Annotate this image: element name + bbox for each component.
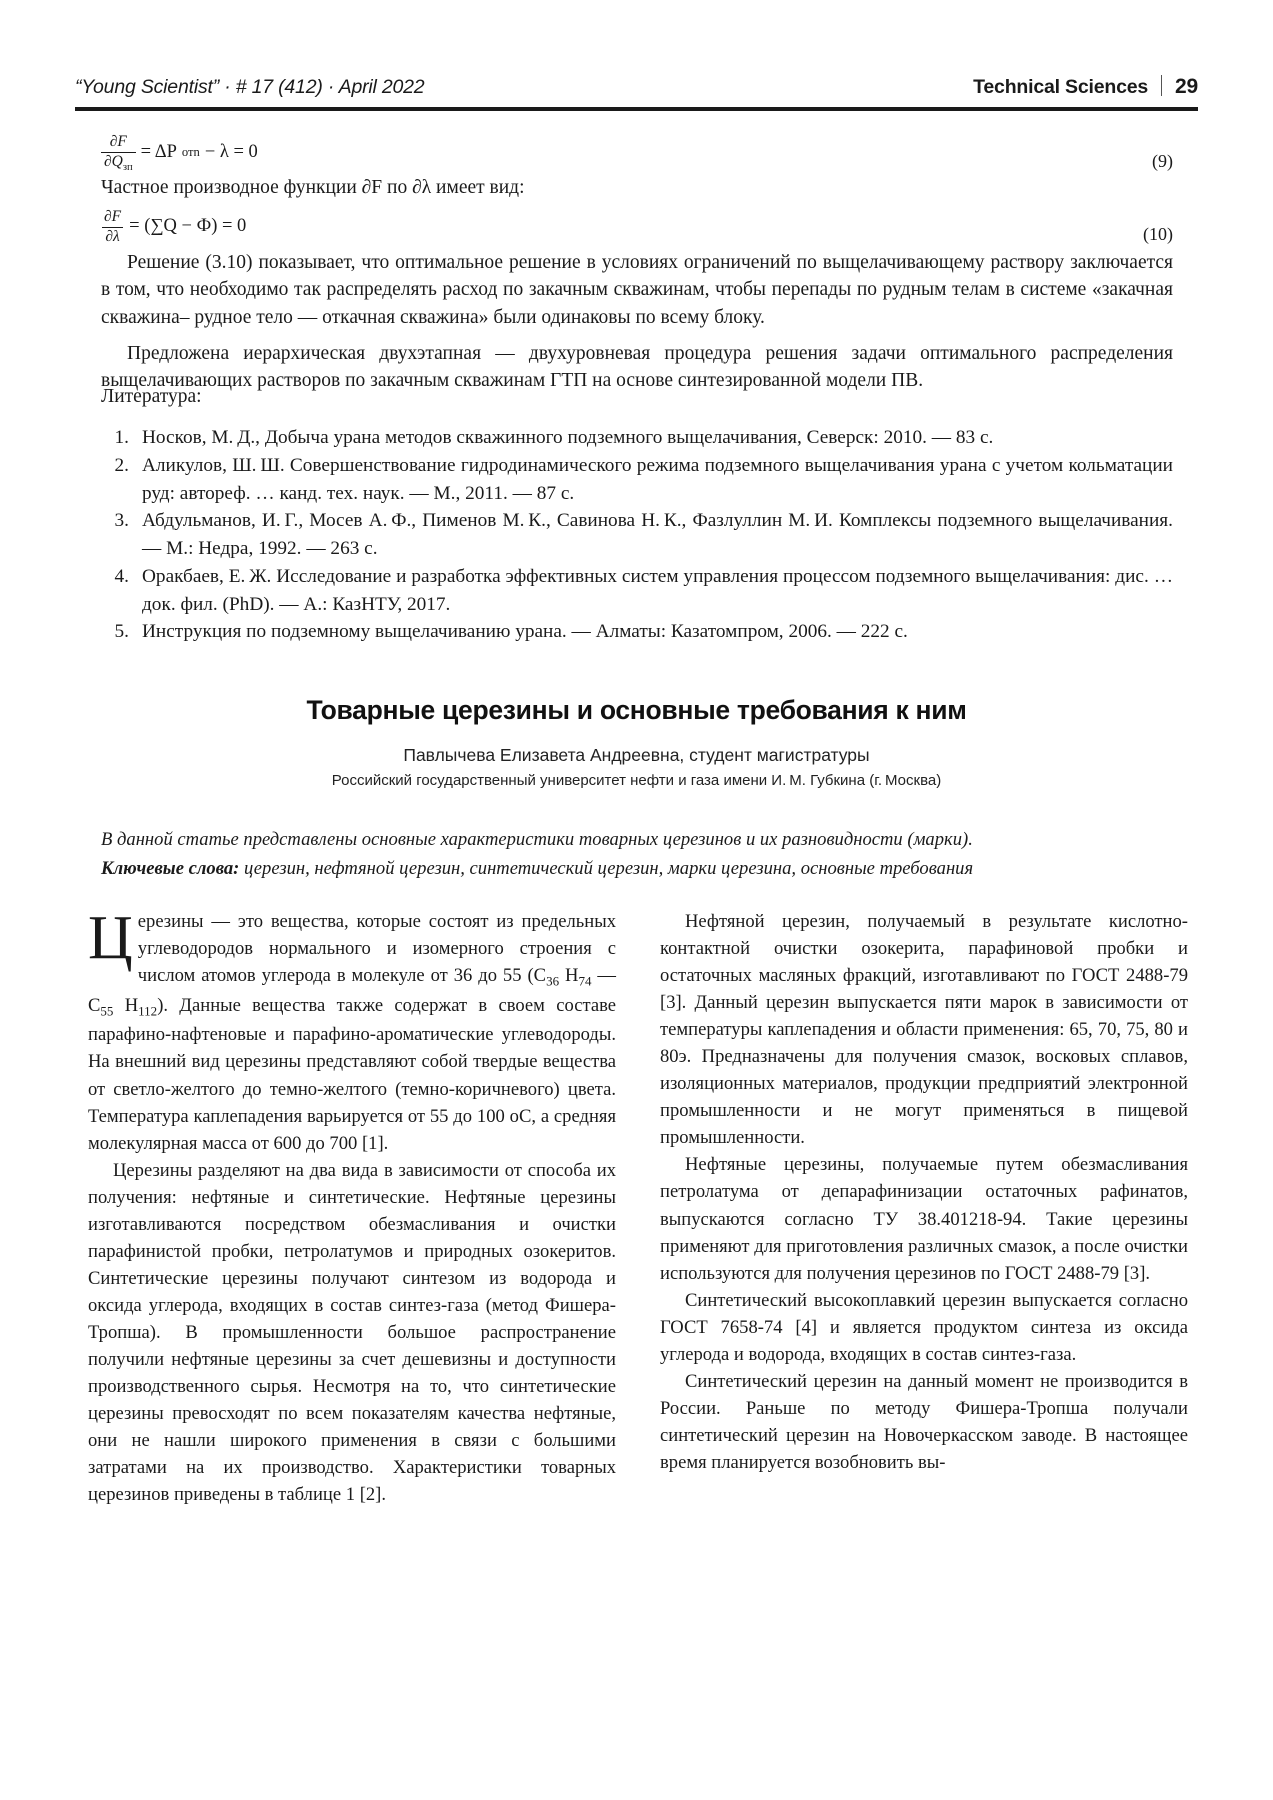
abstract-text: В данной статье представлены основные характеристики товарных церезинов и их разновидности (марки). bbox=[101, 829, 973, 850]
eq9-subscript: отn bbox=[181, 145, 200, 160]
right-paragraph-4: Синтетический церезин на данный момент не производится в России. Раньше по методу Фишера-Тропша получали синтетический церезин на Новочеркасском заводе. В настоящее время планируется возобновить вы- bbox=[660, 1370, 1188, 1473]
reference-text: Оракбаев, Е. Ж. Исследование и разработка эффективных систем управления процессом подземного выщелачивания: дис. … док. фил. (PhD). — А.: КазНТУ, 2017. bbox=[142, 565, 1173, 615]
reference-number: 5. bbox=[114, 621, 129, 643]
paragraph-solution: Решение (3.10) показывает, что оптимальное решение в условиях ограничений по выщелачивающему раствору заключается в том, что необходимо так распределять расход по закачным скважинам, чтобы перепады по рудным телам в системе «закачная скважина– рудное тело — откачная скважина» были одинаковы по всему блоку. bbox=[101, 251, 1173, 329]
left-p1-end: , а средняя молекулярная масса от 600 до 700 [1]. bbox=[88, 1105, 617, 1154]
article-title: Товарные церезины и основные требования к ним bbox=[306, 695, 967, 725]
reference-text: Аликулов, Ш. Ш. Совершенствование гидродинамического режима подземного выщелачивания урана с учетом кольматации руд: автореф. … канд. тех. наук. — М., 2011. — 87 с. bbox=[142, 454, 1173, 504]
left-paragraph-1: Церезины — это вещества, которые состоят из предельных углеводородов нормального и изомерного строения с числом атомов углерода в молекуле от 36 до 55 ($C_{36}$ $H_{74}$ — $C_{55}$ $H_{112}$). Данные вещества также содержат в своем составе парафино-нафтеновые и парафино-ароматические углеводороды. На внешний вид церезины представляют собой твердые вещества от светло-желтого до темно-желтого (темно-коричневого) цвета. Температура каплепадения варьируется от 55 до 100 оC, а средняя молекулярная масса от 600 до 700 [1]. bbox=[88, 904, 617, 1154]
equation-9-fraction bbox=[101, 134, 136, 173]
left-paragraph-2: Церезины разделяют на два вида в зависимости от способа их получения: нефтяные и синтетические. Нефтяные церезины изготавливаются посредством обезмасливания и очистки парафинистой пробки, петролатумов и природных озокеритов. Синтетические церезины получают синтезом из водорода и оксида углерода, входящих в состав синтез-газа (метод Фишера-Тропша). В промышленности большое распространение получили нефтяные церезины за счет дешевизны и доступности производственного сырья. Несмотря на то, что синтетические церезины превосходят по всем показателям качества нефтяные, они не нашли широкого применения в связи с большими затратами на их производство. Характеристики товарных церезинов приведены в таблице 1 [2]. bbox=[88, 1159, 616, 1506]
reference-text: Инструкция по подземному выщелачиванию урана. — Алматы: Казатомпром, 2006. — 222 с. bbox=[142, 621, 908, 643]
equation-9-label: (9) bbox=[1152, 151, 1173, 171]
header-divider bbox=[1161, 75, 1162, 96]
equations-block bbox=[101, 132, 1173, 395]
reference-list bbox=[101, 424, 1173, 646]
right-paragraph-3: Синтетический высокоплавкий церезин выпускается согласно ГОСТ 7658-74 [4] и является продуктом синтеза из оксида углерода и водорода, входящих в состав синтез-газа. bbox=[660, 1289, 1188, 1365]
eq10-numerator: ∂F bbox=[104, 208, 122, 226]
journal-title: “Young Scientist” · # 17 (412) · April 2022 bbox=[75, 76, 425, 98]
reference-number: 2. bbox=[114, 454, 129, 476]
abstract-block bbox=[101, 826, 1173, 884]
formula-h74-sub: 74 bbox=[578, 973, 592, 989]
equation-9 bbox=[101, 133, 258, 172]
drop-cap: Ц bbox=[88, 904, 133, 972]
keywords-text: церезин, нефтяной церезин, синтетический церезин, марки церезина, основные требования bbox=[239, 857, 974, 879]
running-head-right bbox=[973, 72, 1198, 99]
equation-intro-text: Частное производное функции ∂F по ∂λ имеет вид: bbox=[101, 177, 525, 198]
list-item bbox=[101, 452, 1173, 508]
reference-number: 3. bbox=[114, 510, 129, 532]
right-paragraph-2: Нефтяные церезины, получаемые путем обезмасливания петролатума от депарафинизации остаточных рафинатов, выпускаются согласно ТУ 38.401218-94. Такие церезины применяют для приготовления различных смазок, а после очистки используются для получения церезинов по ГОСТ 2488-79 [3]. bbox=[660, 1154, 1188, 1284]
header-rule bbox=[75, 107, 1198, 111]
list-item bbox=[101, 563, 1173, 619]
list-item bbox=[101, 507, 1173, 563]
formula-h112-sub: 112 bbox=[138, 1003, 158, 1019]
list-item bbox=[101, 424, 1173, 452]
running-head bbox=[75, 72, 1198, 99]
degree-celsius: оC bbox=[509, 1105, 532, 1127]
formula-h74: H bbox=[559, 965, 579, 987]
equation-9-row bbox=[101, 132, 1173, 172]
keywords-line bbox=[101, 855, 1173, 884]
formula-c55-sub: 55 bbox=[100, 1003, 114, 1019]
eq9-body-2: − λ = 0 bbox=[204, 142, 258, 163]
formula-c36: C bbox=[533, 965, 547, 987]
article-affiliation: Российский государственный университет нефти и газа имени И. М. Губкина (г. Москва) bbox=[331, 772, 942, 789]
formula-c55: C bbox=[88, 994, 101, 1016]
reference-text: Абдульманов, И. Г., Мосев А. Ф., Пименов М. К., Савинова Н. К., Фазлуллин М. И. Комплексы подземного выщелачивания. — М.: Недра, 1992. — 263 с. bbox=[142, 510, 1173, 560]
equation-10-row bbox=[101, 205, 1173, 245]
equation-10-label: (10) bbox=[1143, 223, 1173, 244]
reference-number: 4. bbox=[114, 565, 129, 587]
left-column bbox=[88, 904, 617, 1768]
article-author: Павлычева Елизавета Андреевна, студент магистратуры bbox=[403, 745, 870, 765]
reference-text: Носков, М. Д., Добыча урана методов скважинного подземного выщелачивания, Северск: 2010. — 83 с. bbox=[142, 427, 994, 448]
page-number: 29 bbox=[1175, 75, 1198, 98]
equation-10-fraction bbox=[101, 209, 124, 245]
list-item bbox=[101, 618, 1173, 646]
paragraph-procedure: Предложена иерархическая двухэтапная — двухуровневая процедура решения задачи оптимального распределения выщелачивающих растворов по закачным скважинам ГТП на основе синтезированной модели ПВ. bbox=[101, 342, 1173, 392]
eq10-denominator: ∂λ bbox=[102, 227, 122, 246]
keywords-label: Ключевые слова: bbox=[101, 857, 240, 879]
reference-number: 1. bbox=[114, 427, 129, 448]
eq9-body-1: = ΔP bbox=[140, 142, 177, 163]
right-column bbox=[660, 908, 1188, 1768]
section-name: Technical Sciences bbox=[973, 76, 1149, 98]
right-paragraph-1: Нефтяной церезин, получаемый в результате кислотно-контактной очистки озокерита, парафиновой пробки и остаточных масляных фракций, изготавливают по ГОСТ 2488-79 [3]. Данный церезин выпускается пяти марок в зависимости от температуры каплепадения и области применения: 65, 70, 75, 80 и 80э. Предназначены для получения смазок, восковых сплавов, изоляционных материалов, продукции предприятий электронной промышленности и не могут применяться в пищевой промышленности. bbox=[660, 911, 1188, 1149]
literature-heading: Литература: bbox=[101, 386, 202, 407]
formula-h112: H bbox=[113, 994, 139, 1016]
eq9-numerator: ∂F bbox=[109, 132, 127, 150]
left-p1-tail: ). Данные вещества также содержат в своем составе парафино-нафтеновые и парафино-ароматические углеводороды. На внешний вид церезины представляют собой твердые вещества от светло-желтого до темно-желтого (темно-коричневого) цвета. Температура каплепадения варьируется от 55 до 100 bbox=[88, 994, 616, 1127]
body-columns bbox=[88, 904, 1188, 1768]
eq9-denominator: $\partial Q_{зп}$ bbox=[101, 152, 136, 173]
equation-10 bbox=[101, 208, 246, 244]
left-p1-text: ерезины — это вещества, которые состоят из предельных углеводородов нормального и изомерного строения с числом атомов углерода в молекуле от 36 до 55 bbox=[137, 911, 616, 987]
formula-c36-sub: 36 bbox=[546, 973, 560, 989]
eq10-body: = (∑Q − Ф) = 0 bbox=[129, 216, 247, 237]
